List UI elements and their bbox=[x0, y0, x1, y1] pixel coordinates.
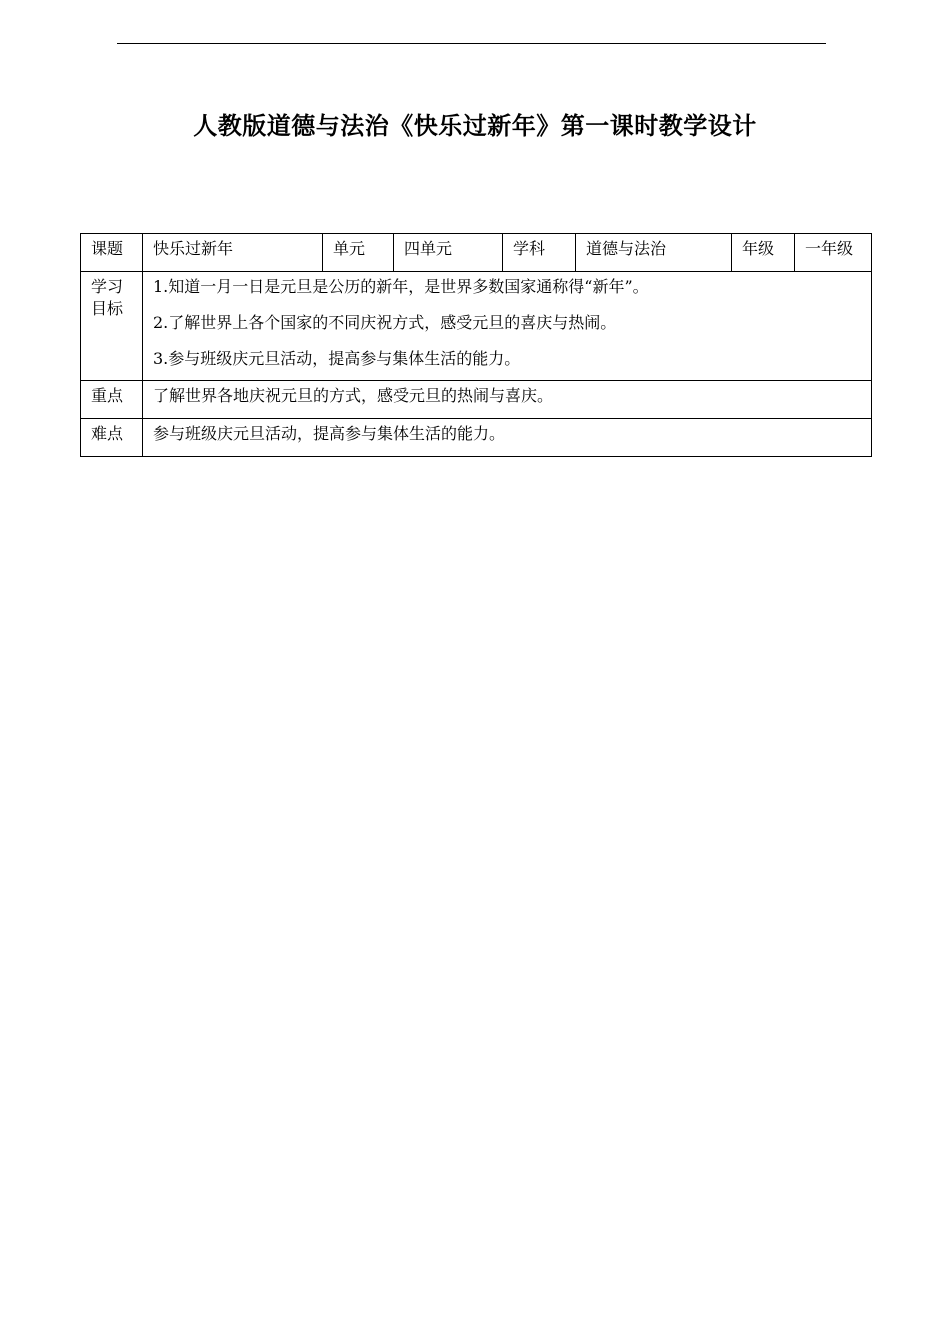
table-row-goals bbox=[81, 272, 872, 381]
subject-label: 学科 bbox=[503, 234, 576, 272]
unit-value: 四单元 bbox=[394, 234, 503, 272]
subject-value: 道德与法治 bbox=[576, 234, 732, 272]
goals-label-line1: 学习 bbox=[91, 277, 124, 296]
unit-label: 单元 bbox=[323, 234, 394, 272]
goal-item-3: 3.参与班级庆元旦活动，提高参与集体生活的能力。 bbox=[153, 349, 521, 368]
table-row-key-point bbox=[81, 381, 872, 419]
table-row-difficulty bbox=[81, 419, 872, 457]
difficulty-label: 难点 bbox=[81, 419, 143, 457]
goals-content bbox=[143, 272, 872, 381]
topic-label: 课题 bbox=[81, 234, 143, 272]
goal-item-1: 1.知道一月一日是元旦是公历的新年，是世界多数国家通称得“新年”。 bbox=[153, 277, 649, 296]
goals-label bbox=[81, 272, 143, 381]
lesson-plan-table bbox=[80, 233, 872, 457]
difficulty-value: 参与班级庆元旦活动，提高参与集体生活的能力。 bbox=[143, 419, 872, 457]
table-row-header bbox=[81, 234, 872, 272]
grade-label: 年级 bbox=[732, 234, 795, 272]
goals-label-line2: 目标 bbox=[91, 299, 124, 318]
topic-value: 快乐过新年 bbox=[143, 234, 323, 272]
grade-value: 一年级 bbox=[795, 234, 872, 272]
document-title: 人教版道德与法治《快乐过新年》第一课时教学设计 bbox=[193, 111, 757, 140]
key-point-value: 了解世界各地庆祝元旦的方式，感受元旦的热闹与喜庆。 bbox=[143, 381, 872, 419]
key-point-label: 重点 bbox=[81, 381, 143, 419]
goal-item-2: 2.了解世界上各个国家的不同庆祝方式，感受元旦的喜庆与热闹。 bbox=[153, 313, 617, 332]
header-rule bbox=[117, 43, 826, 44]
